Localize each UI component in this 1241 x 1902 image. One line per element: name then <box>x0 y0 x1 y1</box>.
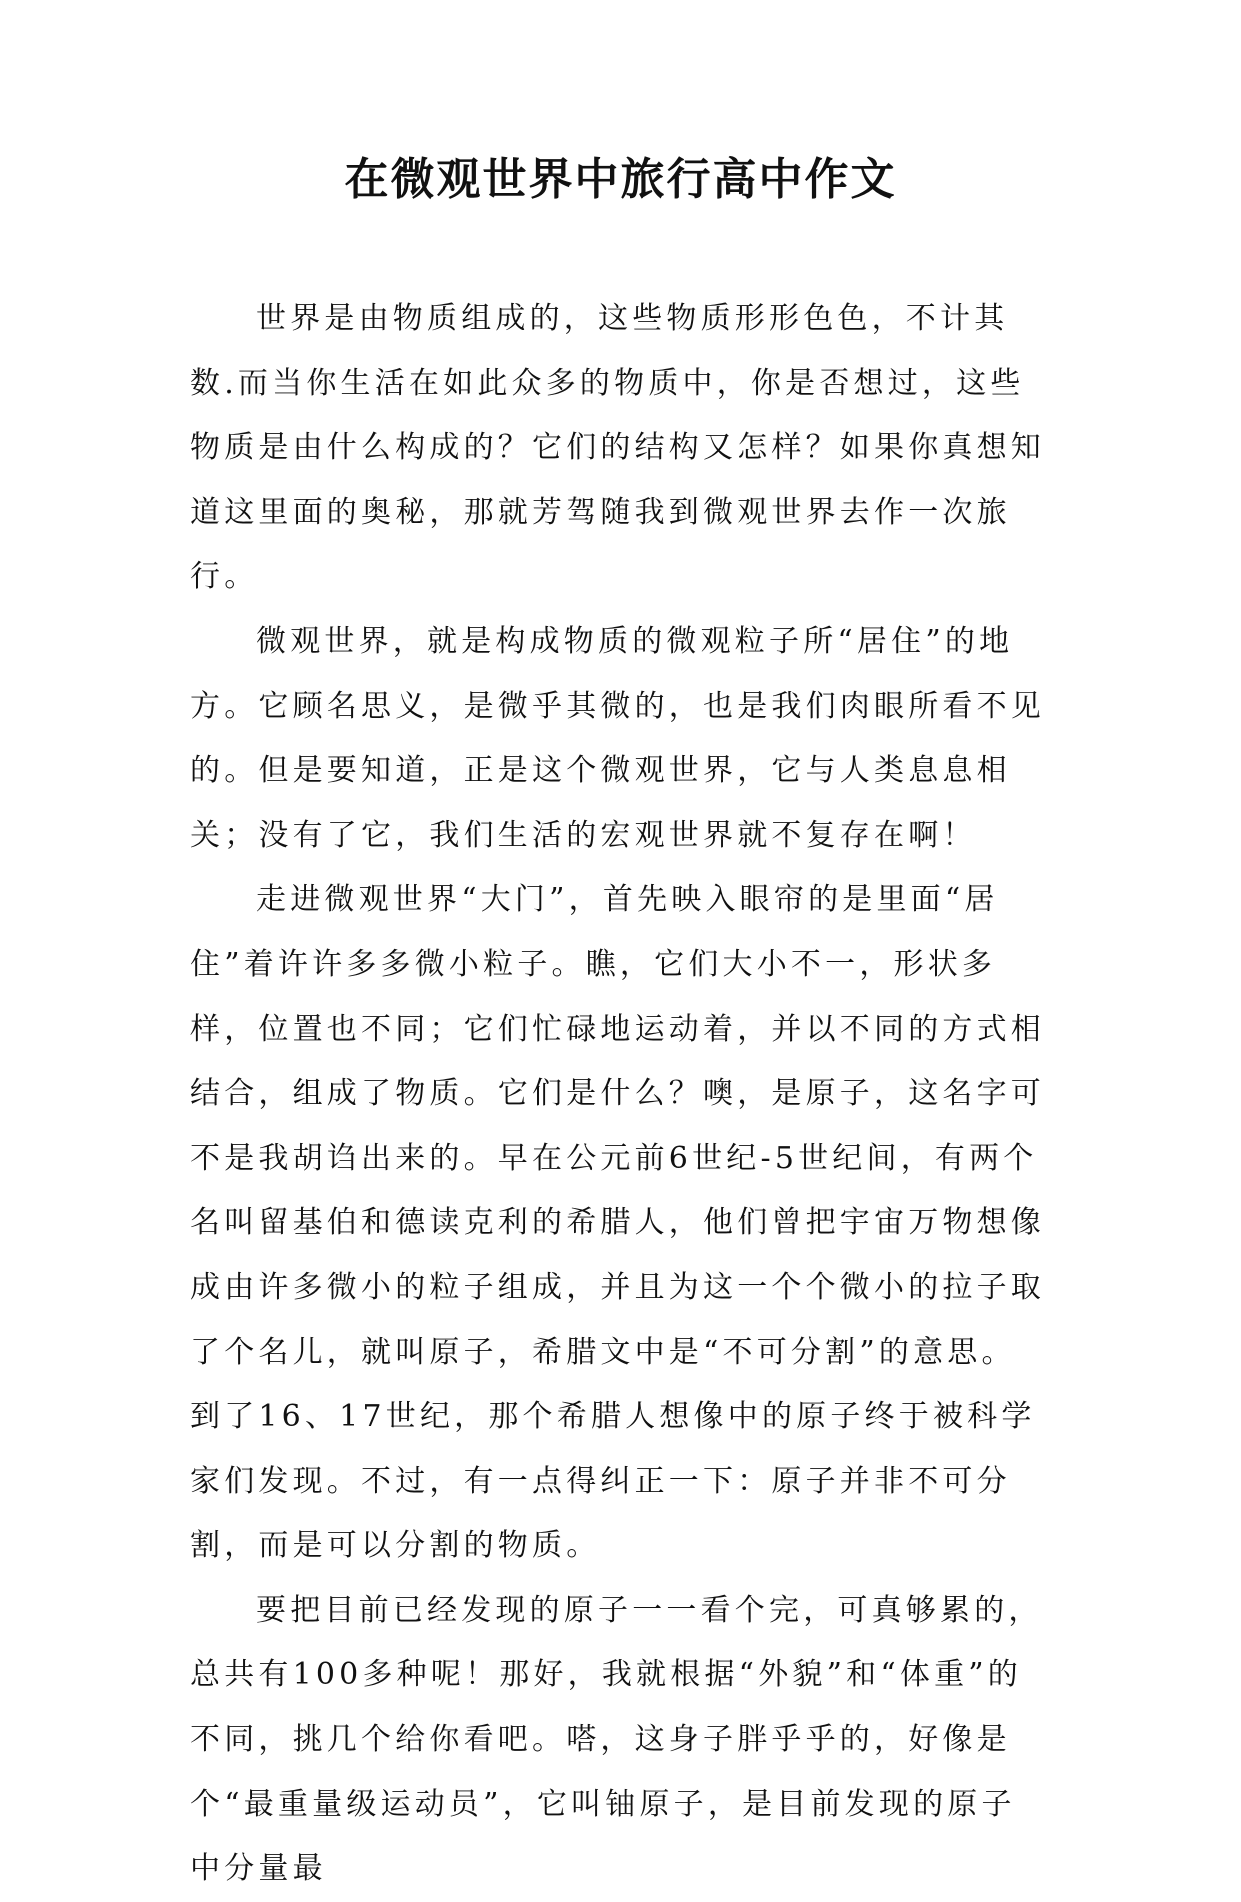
document-title: 在微观世界中旅行高中作文 <box>344 154 897 205</box>
document-body <box>190 287 1048 1902</box>
paragraph: 世界是由物质组成的，这些物质形形色色，不计其数.而当你生活在如此众多的物质中，你是否想过，这些物质是由什么构成的？它们的结构又怎样？如果你真想知道这里面的奥秘，那就芳驾随我到微观世界去作一次旅行。 <box>190 301 1045 595</box>
paragraph: 要把目前已经发现的原子一一看个完，可真够累的，总共有100多种呢！那好，我就根据“外貌”和“体重”的不同，挑几个给你看吧。嗒，这身子胖乎乎的，好像是个“最重量级运动员”，它叫铀原子，是目前发现的原子中分量最 <box>190 1592 1043 1887</box>
paragraph: 走进微观世界“大门”，首先映入眼帘的是里面“居住”着许许多多微小粒子。瞧，它们大小不一，形状多样，位置也不同；它们忙碌地运动着，并以不同的方式相结合，组成了物质。它们是什么？噢，是原子，这名字可不是我胡诌出来的。早在公元前6世纪-5世纪间，有两个名叫留基伯和德读克利的希腊人，他们曾把宇宙万物想像成由许多微小的粒子组成，并且为这一个个微小的拉子取了个名儿，就叫原子，希腊文中是“不可分割”的意思。到了16、17世纪，那个希腊人想像中的原子终于被科学家们发现。不过，有一点得纠正一下：原子并非不可分割，而是可以分割的物质。 <box>190 882 1045 1564</box>
paragraph: 微观世界，就是构成物质的微观粒子所“居住”的地方。它顾名思义，是微乎其微的，也是我们肉眼所看不见的。但是要知道，正是这个微观世界，它与人类息息相关；没有了它，我们生活的宏观世界就不复存在啊！ <box>190 623 1045 853</box>
